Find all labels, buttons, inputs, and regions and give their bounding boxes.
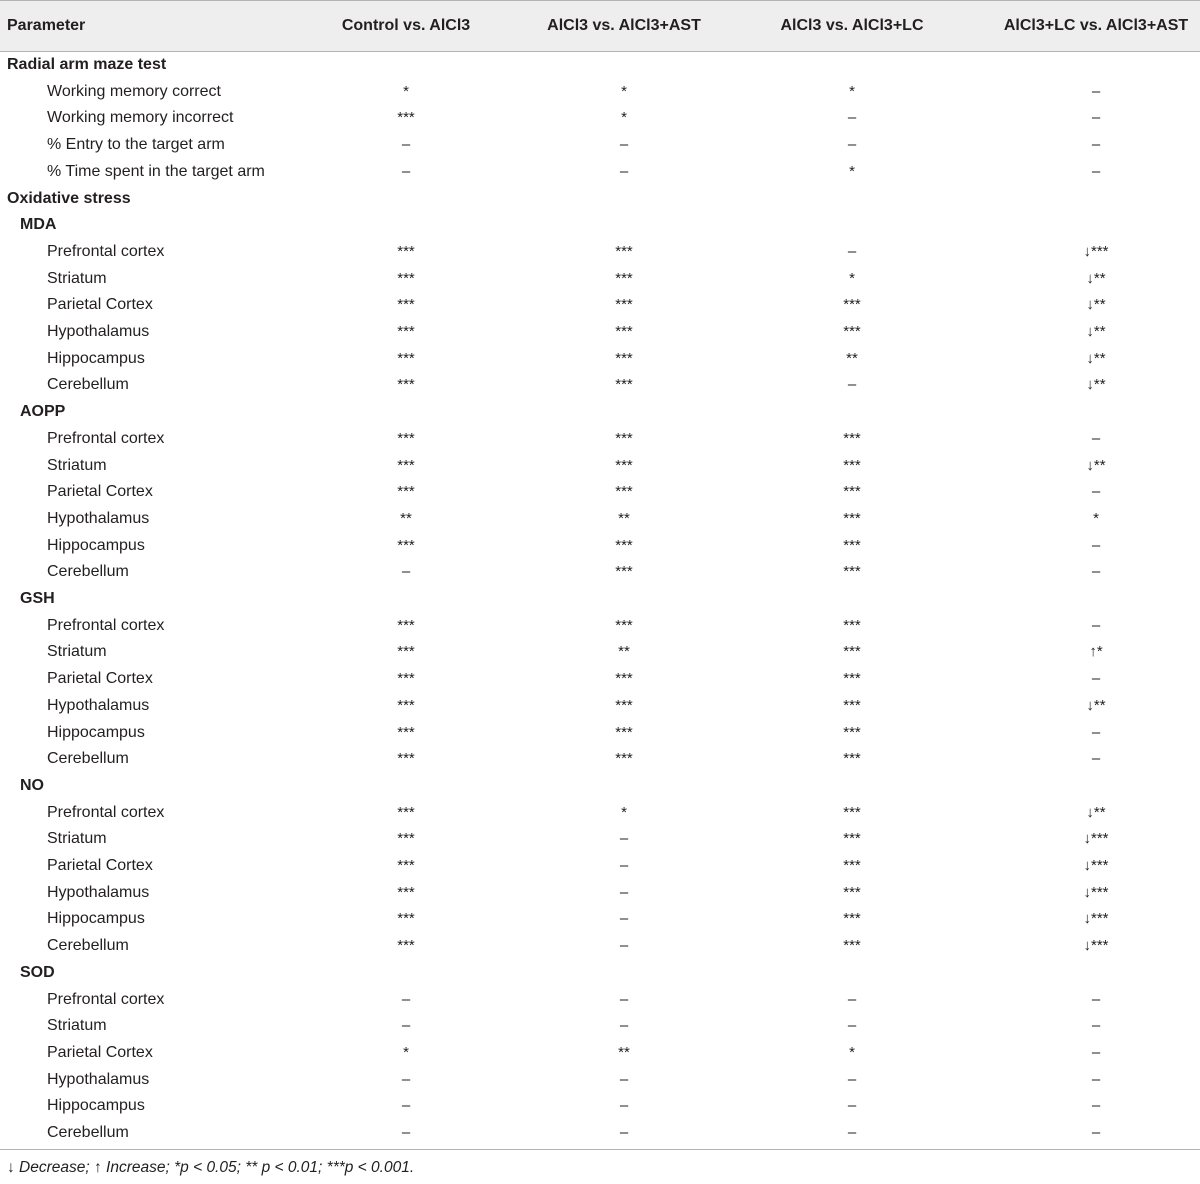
row-label: Working memory incorrect <box>47 109 234 127</box>
table-row <box>0 266 1200 293</box>
value-cell: ↓** <box>1086 696 1106 714</box>
value-cell: *** <box>397 349 415 367</box>
value-cell: ↓*** <box>1083 937 1109 955</box>
value-cell: *** <box>397 296 415 314</box>
value-cell: *** <box>843 456 861 474</box>
group-heading-row <box>0 399 1200 426</box>
value-cell: – <box>619 910 629 928</box>
group-heading-row <box>0 212 1200 239</box>
value-cell: *** <box>843 670 861 688</box>
table-row <box>0 1120 1200 1147</box>
value-cell: – <box>619 1124 629 1141</box>
row-label: Hypothalamus <box>47 323 150 340</box>
value-cell: – <box>619 830 629 848</box>
value-cell: *** <box>397 910 415 928</box>
row-label: % Entry to the target arm <box>47 136 225 154</box>
table-row <box>0 613 1200 640</box>
value-cell: – <box>847 1070 857 1088</box>
column-header-alcl3-vs-alcl3-ast: AlCl3 vs. AlCl3+AST <box>547 17 701 34</box>
value-cell: *** <box>397 670 415 688</box>
table-row <box>0 639 1200 666</box>
table-row <box>0 1067 1200 1094</box>
row-label: Hippocampus <box>47 536 145 554</box>
row-label: Hippocampus <box>47 910 145 928</box>
value-cell: – <box>847 990 857 1008</box>
value-cell: *** <box>615 563 633 581</box>
table-row <box>0 79 1200 106</box>
value-cell: – <box>619 883 629 901</box>
value-cell: – <box>1091 670 1101 688</box>
value-cell: *** <box>843 883 861 901</box>
value-cell: ↓** <box>1086 349 1106 367</box>
table-row <box>0 1093 1200 1120</box>
value-cell: – <box>847 1124 857 1141</box>
table-row <box>0 159 1200 186</box>
value-cell: – <box>1091 162 1101 180</box>
table-row <box>0 880 1200 907</box>
row-label: Prefrontal cortex <box>47 616 165 634</box>
value-cell: – <box>619 136 629 154</box>
table-row <box>0 559 1200 586</box>
table-row <box>0 533 1200 560</box>
value-cell: – <box>619 1017 629 1035</box>
row-label: Hypothalamus <box>47 696 150 714</box>
value-cell: – <box>401 1097 411 1115</box>
table-footnote: ↓ Decrease; ↑ Increase; *p < 0.05; ** p < 0.01; ***p < 0.001. <box>7 1158 415 1176</box>
value-cell: *** <box>397 109 415 127</box>
value-cell: – <box>1091 109 1101 127</box>
column-header-alcl3-lc-vs-alcl3-ast: AlCl3+LC vs. AlCl3+AST <box>1003 17 1189 34</box>
table-row <box>0 933 1200 960</box>
table-row <box>0 239 1200 266</box>
value-cell: – <box>619 857 629 874</box>
table-row <box>0 987 1200 1014</box>
table-row <box>0 666 1200 693</box>
value-cell: ** <box>846 349 858 367</box>
table-row <box>0 826 1200 853</box>
value-cell: ↓** <box>1086 456 1106 474</box>
column-header-parameter: Parameter <box>7 17 86 34</box>
row-label: Parietal Cortex <box>47 483 153 501</box>
value-cell: – <box>847 242 857 260</box>
value-cell: – <box>847 1017 857 1035</box>
value-cell: *** <box>843 429 861 447</box>
value-cell: *** <box>615 670 633 688</box>
table-row <box>0 746 1200 773</box>
value-cell: *** <box>843 563 861 581</box>
row-label: Prefrontal cortex <box>47 242 165 260</box>
row-label: Parietal Cortex <box>47 670 153 688</box>
value-cell: *** <box>397 750 415 768</box>
row-label: Hypothalamus <box>47 509 150 527</box>
value-cell: *** <box>397 483 415 501</box>
value-cell: * <box>849 82 855 100</box>
row-label: Cerebellum <box>47 1124 129 1141</box>
value-cell: * <box>849 269 855 287</box>
row-label: Working memory correct <box>47 82 221 100</box>
value-cell: *** <box>843 296 861 314</box>
table-row <box>0 506 1200 533</box>
value-cell: *** <box>397 723 415 741</box>
value-cell: * <box>403 82 409 100</box>
value-cell: *** <box>397 616 415 634</box>
value-cell: *** <box>397 857 415 874</box>
value-cell: – <box>619 937 629 955</box>
table-row <box>0 853 1200 880</box>
value-cell: *** <box>397 883 415 901</box>
table-row <box>0 132 1200 159</box>
value-cell: *** <box>615 242 633 260</box>
column-header-control-vs-alcl3: Control vs. AlCl3 <box>341 17 471 34</box>
value-cell: – <box>1091 429 1101 447</box>
row-label: % Time spent in the target arm <box>47 162 265 180</box>
value-cell: *** <box>397 536 415 554</box>
value-cell: *** <box>397 376 415 394</box>
value-cell: * <box>849 1043 855 1061</box>
value-cell: *** <box>843 536 861 554</box>
value-cell: *** <box>397 456 415 474</box>
value-cell: ↓*** <box>1083 883 1109 901</box>
section-label: Radial arm maze test <box>7 56 167 73</box>
value-cell: *** <box>397 696 415 714</box>
value-cell: – <box>401 1017 411 1035</box>
value-cell: – <box>1091 723 1101 741</box>
value-cell: – <box>847 109 857 127</box>
value-cell: – <box>1091 563 1101 581</box>
row-label: Striatum <box>47 456 107 474</box>
value-cell: * <box>621 803 627 821</box>
value-cell: ↑* <box>1089 643 1103 661</box>
row-label: Parietal Cortex <box>47 1043 153 1061</box>
value-cell: ↓** <box>1086 269 1106 287</box>
value-cell: – <box>847 376 857 394</box>
row-label: Hypothalamus <box>47 883 150 901</box>
section-label: Oxidative stress <box>7 189 131 207</box>
group-label: MDA <box>20 216 57 234</box>
value-cell: ** <box>618 509 630 527</box>
value-cell: *** <box>397 830 415 848</box>
value-cell: ** <box>400 509 412 527</box>
value-cell: – <box>401 563 411 581</box>
table-row <box>0 426 1200 453</box>
row-label: Parietal Cortex <box>47 857 153 874</box>
value-cell: ↓** <box>1086 803 1106 821</box>
row-label: Hippocampus <box>47 723 145 741</box>
row-label: Striatum <box>47 643 107 661</box>
value-cell: – <box>401 990 411 1008</box>
group-label: GSH <box>20 590 55 607</box>
table-row <box>0 800 1200 827</box>
value-cell: *** <box>843 937 861 955</box>
value-cell: *** <box>397 643 415 661</box>
value-cell: *** <box>843 616 861 634</box>
value-cell: *** <box>843 910 861 928</box>
table-row <box>0 693 1200 720</box>
row-label: Hippocampus <box>47 1097 145 1115</box>
value-cell: – <box>401 1070 411 1088</box>
value-cell: – <box>1091 136 1101 154</box>
table-row <box>0 720 1200 747</box>
value-cell: ↓*** <box>1083 910 1109 928</box>
value-cell: *** <box>843 483 861 501</box>
value-cell: *** <box>397 937 415 955</box>
value-cell: * <box>849 162 855 180</box>
value-cell: *** <box>615 723 633 741</box>
value-cell: * <box>621 109 627 127</box>
value-cell: – <box>619 1097 629 1115</box>
table-row <box>0 1040 1200 1067</box>
value-cell: *** <box>843 723 861 741</box>
value-cell: ** <box>618 1043 630 1061</box>
row-label: Hippocampus <box>47 349 145 367</box>
value-cell: – <box>1091 1124 1101 1141</box>
value-cell: ↓** <box>1086 376 1106 394</box>
table-bottom-rule <box>0 1149 1200 1150</box>
value-cell: – <box>1091 750 1101 768</box>
column-header-alcl3-vs-alcl3-lc: AlCl3 vs. AlCl3+LC <box>780 17 924 34</box>
table-row <box>0 453 1200 480</box>
value-cell: ↓** <box>1086 296 1106 314</box>
value-cell: – <box>1091 82 1101 100</box>
value-cell: *** <box>615 536 633 554</box>
table-header <box>0 0 1200 52</box>
row-label: Cerebellum <box>47 563 129 581</box>
table-row <box>0 319 1200 346</box>
value-cell: – <box>619 990 629 1008</box>
value-cell: – <box>619 162 629 180</box>
value-cell: – <box>619 1070 629 1088</box>
value-cell: *** <box>615 616 633 634</box>
row-label: Striatum <box>47 830 107 848</box>
value-cell: * <box>621 82 627 100</box>
section-heading-row <box>0 186 1200 213</box>
table-row <box>0 292 1200 319</box>
value-cell: – <box>1091 1097 1101 1115</box>
value-cell: *** <box>843 643 861 661</box>
value-cell: *** <box>615 269 633 287</box>
value-cell: *** <box>843 830 861 848</box>
value-cell: *** <box>843 750 861 768</box>
value-cell: * <box>403 1043 409 1061</box>
group-heading-row <box>0 773 1200 800</box>
value-cell: – <box>1091 1017 1101 1035</box>
row-label: Cerebellum <box>47 376 129 394</box>
section-heading-row <box>0 52 1200 79</box>
value-cell: ↓*** <box>1083 857 1109 874</box>
value-cell: – <box>401 162 411 180</box>
value-cell: *** <box>397 429 415 447</box>
value-cell: ** <box>618 643 630 661</box>
value-cell: – <box>401 1124 411 1141</box>
group-heading-row <box>0 586 1200 613</box>
value-cell: – <box>847 1097 857 1115</box>
table-row <box>0 479 1200 506</box>
value-cell: ↓** <box>1086 323 1106 340</box>
value-cell: *** <box>397 803 415 821</box>
table-row <box>0 372 1200 399</box>
value-cell: – <box>1091 990 1101 1008</box>
value-cell: ↓*** <box>1083 830 1109 848</box>
row-label: Striatum <box>47 1017 107 1035</box>
value-cell: ↓*** <box>1083 242 1109 260</box>
value-cell: *** <box>615 349 633 367</box>
value-cell: – <box>1091 616 1101 634</box>
table-row <box>0 1013 1200 1040</box>
value-cell: * <box>1093 509 1099 527</box>
value-cell: – <box>1091 536 1101 554</box>
row-label: Cerebellum <box>47 750 129 768</box>
value-cell: *** <box>615 323 633 340</box>
value-cell: – <box>1091 1043 1101 1061</box>
value-cell: – <box>401 136 411 154</box>
row-label: Prefrontal cortex <box>47 990 165 1008</box>
value-cell: *** <box>397 323 415 340</box>
value-cell: *** <box>615 696 633 714</box>
value-cell: – <box>847 136 857 154</box>
value-cell: *** <box>397 242 415 260</box>
table-row <box>0 906 1200 933</box>
value-cell: *** <box>615 483 633 501</box>
row-label: Prefrontal cortex <box>47 803 165 821</box>
group-label: NO <box>20 776 44 794</box>
row-label: Prefrontal cortex <box>47 429 165 447</box>
value-cell: *** <box>397 269 415 287</box>
row-label: Hypothalamus <box>47 1070 150 1088</box>
value-cell: *** <box>615 750 633 768</box>
value-cell: *** <box>843 803 861 821</box>
value-cell: *** <box>843 509 861 527</box>
value-cell: *** <box>615 429 633 447</box>
table-row <box>0 346 1200 373</box>
value-cell: – <box>1091 1070 1101 1088</box>
value-cell: *** <box>615 376 633 394</box>
group-heading-row <box>0 960 1200 987</box>
row-label: Striatum <box>47 269 107 287</box>
group-label: SOD <box>20 963 55 981</box>
group-label: AOPP <box>20 403 66 421</box>
value-cell: – <box>1091 483 1101 501</box>
value-cell: *** <box>843 323 861 340</box>
value-cell: *** <box>843 696 861 714</box>
value-cell: *** <box>615 456 633 474</box>
table-row <box>0 105 1200 132</box>
value-cell: *** <box>615 296 633 314</box>
row-label: Parietal Cortex <box>47 296 153 314</box>
value-cell: *** <box>843 857 861 874</box>
row-label: Cerebellum <box>47 937 129 955</box>
